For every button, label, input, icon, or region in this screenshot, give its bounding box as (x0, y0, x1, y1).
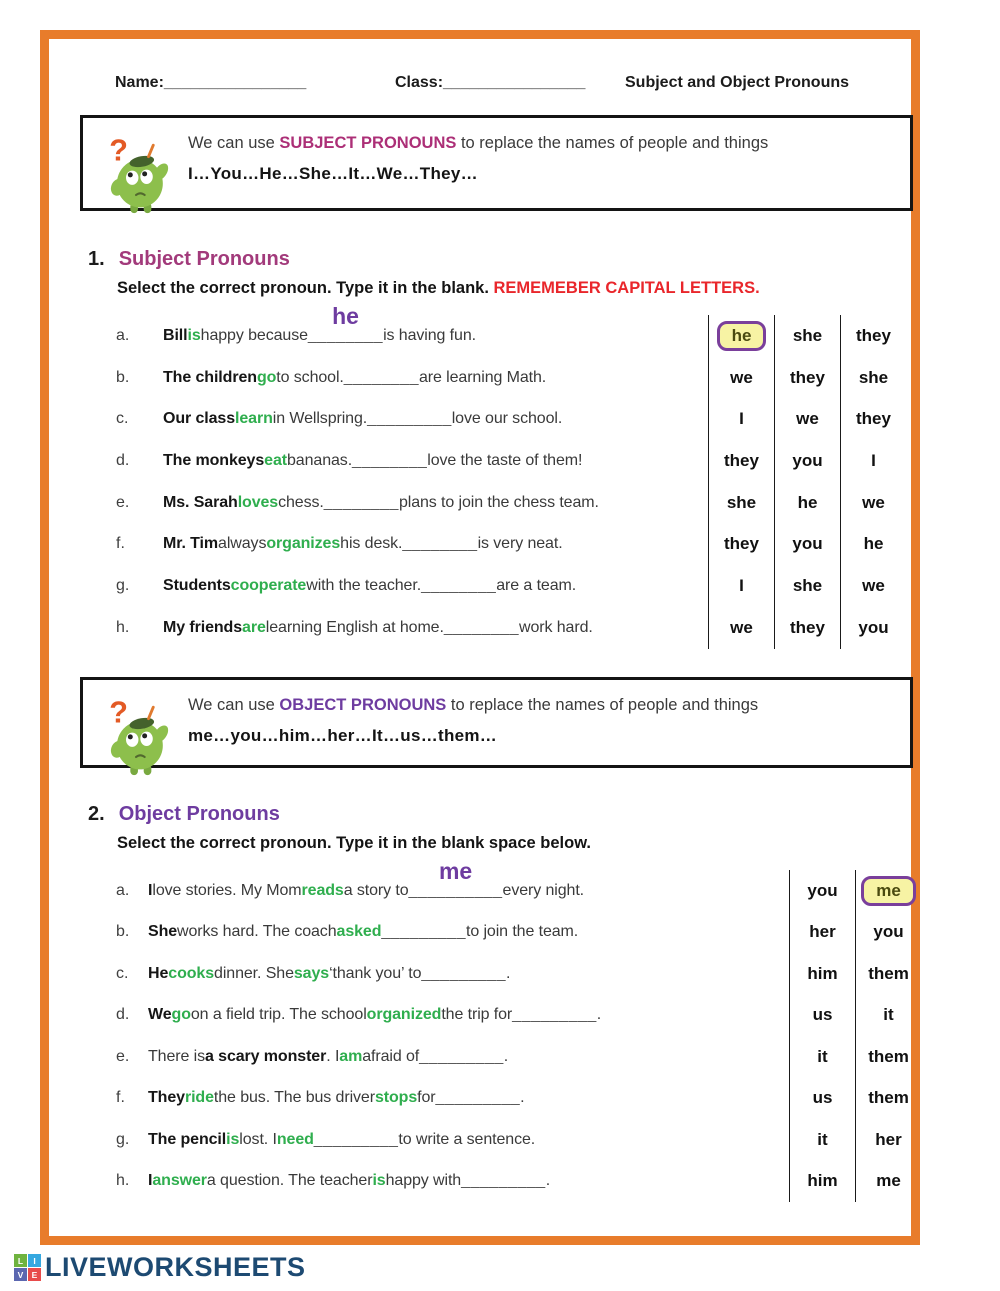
section1-title: Subject Pronouns (118, 248, 290, 270)
sentence-text: . (520, 1089, 525, 1107)
pronoun-option-cell (789, 912, 855, 954)
exercise-row (108, 1036, 921, 1078)
blank-line: ________ (352, 451, 428, 469)
pronoun-option-cell (840, 398, 906, 440)
pronoun-option[interactable]: her (809, 922, 836, 942)
exercise-row (108, 953, 921, 995)
pronoun-option-cell (774, 357, 840, 399)
sentence-text: a question. The teacher (206, 1172, 373, 1190)
item-sentence (163, 398, 708, 440)
blank-line: __________ (408, 881, 503, 899)
pronoun-option-selected[interactable]: he (717, 321, 767, 351)
pronoun-option-cell (708, 315, 774, 357)
sentence-text: need (276, 1130, 314, 1148)
liveworksheets-logo-icon (14, 1254, 41, 1281)
sentence-text: My friends (163, 618, 243, 636)
sentence-text: love stories. My Mom (152, 881, 302, 899)
answer-blank[interactable] (324, 494, 399, 512)
answer-blank[interactable] (461, 1172, 546, 1190)
sentence-text: lost. I (239, 1130, 277, 1148)
pronoun-option-cell (840, 607, 906, 649)
sentence-text: is very neat. (477, 535, 563, 553)
item-letter: a. (116, 881, 130, 899)
pronoun-option-cell (840, 357, 906, 399)
pronoun-option-cell (708, 607, 774, 649)
sentence-text: The monkeys (163, 451, 265, 469)
pronoun-option-cell (855, 953, 921, 995)
sentence-text: The children (163, 368, 257, 386)
sentence-text: Bill (163, 326, 188, 344)
answer-blank[interactable] (421, 577, 496, 595)
pronoun-option-cell (708, 565, 774, 607)
pronoun-option[interactable]: he (863, 534, 884, 554)
blank-line: _________ (435, 1089, 521, 1107)
object-pronouns-exercise (108, 857, 921, 1202)
sentence-text: . (505, 964, 511, 982)
class-field: Class:________________ (395, 74, 586, 91)
instruction-text: Select the correct pronoun. Type it in the blank. (117, 279, 494, 297)
blank-line: _________ (512, 1006, 597, 1024)
sentence-text: are learning Math. (418, 368, 547, 386)
logo-square-i: I (28, 1254, 41, 1267)
item-letter: g. (116, 576, 130, 594)
object-pronoun-list: me…you…him…her…It…us…them… (188, 726, 498, 745)
pronoun-option-cell (774, 315, 840, 357)
sentence-text: works hard. The coach (177, 923, 337, 941)
subject-pronoun-list: I…You…He…She…It…We…They… (188, 164, 478, 183)
pronoun-option[interactable]: we (730, 617, 753, 637)
exercise-row (108, 302, 906, 357)
sentence-text: bananas. (287, 451, 353, 469)
item-sentence (148, 995, 789, 1037)
pronoun-option[interactable]: you (858, 617, 889, 637)
liveworksheets-logo-text: LIVEWORKSHEETS (45, 1252, 306, 1282)
sentence-text: answer (152, 1172, 207, 1190)
answer-blank[interactable] (444, 619, 519, 637)
typed-answer: me (438, 857, 473, 884)
pronoun-option[interactable]: me (876, 1171, 901, 1191)
pronoun-option[interactable]: they (790, 367, 825, 387)
pronoun-option[interactable]: you (873, 922, 904, 942)
section2-number: 2. (88, 803, 105, 825)
item-letter: c. (116, 964, 129, 982)
item-letter: d. (116, 451, 130, 469)
sentence-text: She (148, 923, 178, 941)
blank-line: _________ (367, 410, 452, 428)
sentence-text: . (545, 1172, 551, 1190)
sentence-text: a story to (343, 881, 409, 899)
exercise-row (108, 857, 921, 912)
pronoun-option[interactable]: she (858, 367, 889, 387)
pronoun-option-cell (774, 482, 840, 524)
sentence-text: . (596, 1006, 602, 1024)
pronoun-option[interactable]: you (792, 534, 823, 554)
answer-blank[interactable] (419, 1048, 504, 1066)
answer-blank[interactable] (402, 535, 477, 553)
item-sentence (148, 1119, 789, 1161)
pronoun-option[interactable]: she (726, 492, 757, 512)
sentence-text: go (171, 1006, 191, 1024)
pronoun-option[interactable]: they (724, 534, 759, 554)
sentence-text: the bus. The bus driver (213, 1089, 375, 1107)
pronoun-option-cell (855, 912, 921, 954)
pronoun-option-cell (708, 357, 774, 399)
pronoun-option-cell (708, 398, 774, 440)
item-sentence (148, 1036, 789, 1078)
pronoun-option-cell (855, 1119, 921, 1161)
sentence-text: chess. (278, 493, 324, 511)
item-sentence (163, 440, 708, 482)
item-letter: g. (116, 1130, 130, 1148)
pronoun-option-cell (789, 953, 855, 995)
blank-line: _________ (461, 1172, 546, 1190)
item-letter: f. (116, 1089, 125, 1107)
sentence-text: He (148, 964, 169, 982)
section2-heading (88, 803, 280, 826)
sentence-text: reads (301, 881, 344, 899)
item-letter: h. (116, 1172, 130, 1190)
sentence-text: for (417, 1089, 436, 1107)
logo-square-l: L (14, 1254, 27, 1267)
item-letter: e. (116, 493, 130, 511)
pronoun-option-cell (855, 1161, 921, 1203)
pronoun-option-cell (774, 440, 840, 482)
pronoun-option-cell (789, 1161, 855, 1203)
pronoun-option[interactable]: they (790, 617, 825, 637)
pronoun-option[interactable]: she (792, 575, 823, 595)
sentence-text: am (339, 1047, 363, 1065)
sentence-text: are a team. (496, 576, 577, 594)
item-sentence (163, 302, 708, 357)
subject-pronouns-info-box (80, 115, 913, 211)
sentence-text: organized (366, 1006, 442, 1024)
exercise-row (108, 523, 906, 565)
blank-line: ________ (421, 576, 497, 594)
exercise-row (108, 995, 921, 1037)
info-text-after: to replace the names of people and things (456, 134, 769, 152)
info-text-after: to replace the names of people and things (446, 696, 759, 714)
pronoun-option-cell (789, 1119, 855, 1161)
blank-line: ________ (307, 326, 384, 344)
sentence-text: The pencil (148, 1130, 227, 1148)
sentence-text: the trip for (441, 1006, 513, 1024)
sentence-text: is having fun. (383, 326, 476, 344)
sentence-text: loves (237, 493, 279, 511)
sentence-text: ‘thank you’ to (329, 964, 422, 982)
pronoun-option[interactable]: we (730, 367, 753, 387)
sentence-text: go (256, 368, 277, 386)
exercise-row (108, 482, 906, 524)
item-sentence (148, 953, 789, 995)
subject-pronouns-exercise (108, 302, 906, 649)
pronoun-option-cell (774, 565, 840, 607)
sentence-text: says (293, 964, 330, 982)
item-sentence (148, 1078, 789, 1120)
exercise-row (108, 607, 906, 649)
blank-line: ________ (402, 535, 478, 553)
blank-line: _________ (313, 1130, 399, 1148)
exercise-row (108, 565, 906, 607)
item-letter: h. (116, 618, 130, 636)
logo-square-v: V (14, 1268, 27, 1281)
sentence-text: dinner. She (214, 964, 294, 982)
sentence-text: happy with (385, 1172, 462, 1190)
pronoun-option[interactable]: them (868, 1046, 909, 1066)
question-mascot-icon (97, 128, 177, 216)
blank-line: ________ (343, 368, 419, 386)
pronoun-option[interactable]: you (807, 880, 838, 900)
sentence-text: cooperate (230, 576, 307, 594)
sentence-text: cooks (168, 964, 215, 982)
pronoun-option[interactable]: you (792, 450, 823, 470)
exercise-row (108, 1119, 921, 1161)
exercise-row (108, 1161, 921, 1203)
item-letter: b. (116, 923, 130, 941)
pronoun-option[interactable]: they (856, 409, 891, 429)
sentence-text: love our school. (451, 410, 563, 428)
pronoun-option[interactable]: her (875, 1129, 902, 1149)
sentence-text: There is (148, 1047, 205, 1065)
exercise-row (108, 357, 906, 399)
sentence-text: We (148, 1006, 172, 1024)
answer-blank[interactable] (421, 965, 506, 983)
exercise-row (108, 398, 906, 440)
item-sentence (163, 357, 708, 399)
blank-line: _________ (419, 1047, 504, 1065)
sentence-text: eat (264, 451, 287, 469)
item-letter: d. (116, 1006, 130, 1024)
info-text (188, 696, 898, 715)
sentence-text: on a field trip. The school (190, 1006, 367, 1024)
pronoun-option[interactable]: them (868, 1088, 909, 1108)
blank-line: ________ (323, 493, 399, 511)
pronoun-option-cell (840, 315, 906, 357)
pronoun-option[interactable]: I (871, 450, 876, 470)
object-pronouns-info-box (80, 677, 913, 768)
pronoun-option[interactable]: I (739, 575, 744, 595)
sentence-text: Ms. Sarah (163, 493, 238, 511)
pronoun-option[interactable]: them (868, 963, 909, 983)
blank-line: _________ (421, 964, 506, 982)
sentence-text: his desk. (340, 535, 403, 553)
sentence-text: I (148, 881, 153, 899)
sentence-text: to school. (276, 368, 344, 386)
item-letter: b. (116, 368, 130, 386)
pronoun-option-cell (789, 870, 855, 912)
pronoun-option[interactable]: us (812, 1088, 833, 1108)
sentence-text: plans to join the chess team. (398, 493, 599, 511)
sentence-text: asked (336, 923, 382, 941)
item-sentence (148, 1161, 789, 1203)
pronoun-option[interactable]: we (862, 575, 885, 595)
pronoun-option-cell (840, 440, 906, 482)
pronoun-option[interactable]: us (812, 1005, 833, 1025)
section1-number: 1. (88, 248, 105, 270)
pronoun-option[interactable]: we (796, 409, 819, 429)
item-sentence (163, 565, 708, 607)
sentence-text: to write a sentence. (398, 1130, 536, 1148)
info-text-before: We can use (188, 134, 280, 152)
pronoun-option-cell (840, 482, 906, 524)
sentence-text: Students (163, 576, 231, 594)
sentence-text: love the taste of them! (427, 451, 583, 469)
instruction-text: Select the correct pronoun. Type it in the blank space below. (117, 834, 592, 852)
pronoun-option[interactable]: him (807, 963, 838, 983)
pronoun-option-cell (708, 482, 774, 524)
answer-blank[interactable] (367, 410, 452, 428)
pronoun-option-cell (789, 1036, 855, 1078)
typed-answer: he (332, 302, 359, 329)
answer-blank[interactable] (352, 452, 427, 470)
sentence-text: always (218, 535, 267, 553)
pronoun-option-cell (708, 440, 774, 482)
pronoun-option-cell (855, 870, 921, 912)
sentence-text: organizes (266, 535, 341, 553)
exercise-row (108, 912, 921, 954)
item-letter: e. (116, 1047, 130, 1065)
pronoun-option-cell (708, 523, 774, 565)
section2-instruction (117, 834, 591, 853)
blank-line: _________ (381, 923, 466, 941)
info-text (188, 134, 898, 153)
answer-blank[interactable] (307, 302, 384, 345)
section1-instruction (117, 279, 760, 298)
sentence-text: is (372, 1172, 386, 1190)
sentence-text: . I (326, 1047, 340, 1065)
pronoun-option-cell (840, 565, 906, 607)
name-field: Name:________________ (115, 74, 307, 91)
pronoun-option[interactable]: him (807, 1171, 838, 1191)
subject-pronouns-keyword: SUBJECT PRONOUNS (279, 134, 457, 152)
object-pronouns-keyword: OBJECT PRONOUNS (279, 696, 447, 714)
pronoun-option-cell (855, 1036, 921, 1078)
exercise-row (108, 1078, 921, 1120)
pronoun-option-cell (789, 995, 855, 1037)
item-sentence (163, 523, 708, 565)
sentence-text: Mr. Tim (163, 535, 219, 553)
item-letter: c. (116, 410, 129, 428)
sentence-text: a scary monster (205, 1047, 327, 1065)
sentence-text: . (503, 1047, 509, 1065)
sentence-text: is (226, 1130, 240, 1148)
sentence-text: with the teacher. (306, 576, 422, 594)
answer-blank[interactable] (436, 1089, 521, 1107)
sentence-text: I (148, 1172, 153, 1190)
pronoun-option-cell (840, 523, 906, 565)
sentence-text: work hard. (519, 618, 593, 636)
pronoun-option[interactable]: they (856, 325, 891, 345)
sentence-text: in Wellspring. (272, 410, 368, 428)
question-mascot-icon (97, 690, 177, 778)
capital-letters-warning: REMEMEBER CAPITAL LETTERS. (493, 279, 760, 297)
blank-line: ________ (443, 618, 520, 636)
item-sentence (148, 857, 789, 912)
sentence-text: every night. (502, 881, 585, 899)
item-sentence (163, 482, 708, 524)
section1-heading (88, 248, 290, 271)
logo-square-e: E (28, 1268, 41, 1281)
answer-blank[interactable] (344, 369, 419, 387)
answer-blank[interactable] (314, 1131, 399, 1149)
pronoun-option-selected[interactable]: me (861, 876, 916, 906)
sentence-text: learning English at home. (265, 618, 444, 636)
sentence-text: ride (184, 1089, 214, 1107)
pronoun-option-cell (774, 607, 840, 649)
pronoun-option-cell (855, 995, 921, 1037)
pronoun-option[interactable]: we (862, 492, 885, 512)
pronoun-option[interactable]: it (817, 1046, 828, 1066)
answer-blank[interactable] (381, 923, 466, 941)
section2-title: Object Pronouns (118, 803, 280, 825)
info-text-before: We can use (188, 696, 280, 714)
answer-blank[interactable] (408, 857, 503, 900)
item-letter: f. (116, 535, 125, 553)
exercise-row (108, 440, 906, 482)
sentence-text: is (187, 326, 201, 344)
sentence-text: afraid of (362, 1047, 420, 1065)
pronoun-option[interactable]: it (817, 1129, 828, 1149)
sentence-text: learn (235, 410, 273, 428)
pronoun-option-cell (774, 398, 840, 440)
sentence-text: stops (374, 1089, 418, 1107)
pronoun-option[interactable]: I (739, 409, 744, 429)
pronoun-option[interactable]: they (724, 450, 759, 470)
sentence-text: happy because (200, 326, 308, 344)
item-sentence (163, 607, 708, 649)
pronoun-option-cell (774, 523, 840, 565)
answer-blank[interactable] (512, 1006, 597, 1024)
liveworksheets-logo[interactable] (14, 1252, 306, 1283)
pronoun-option[interactable]: it (883, 1005, 894, 1025)
item-letter: a. (116, 326, 130, 344)
item-sentence (148, 912, 789, 954)
pronoun-option-cell (789, 1078, 855, 1120)
pronoun-option[interactable]: he (797, 492, 818, 512)
worksheet-title: Subject and Object Pronouns (625, 74, 850, 91)
sentence-text: to join the team. (465, 923, 579, 941)
sentence-text: Our class (163, 410, 236, 428)
pronoun-option-cell (855, 1078, 921, 1120)
sentence-text: are (242, 618, 266, 636)
pronoun-option[interactable]: she (792, 325, 823, 345)
sentence-text: They (148, 1089, 185, 1107)
